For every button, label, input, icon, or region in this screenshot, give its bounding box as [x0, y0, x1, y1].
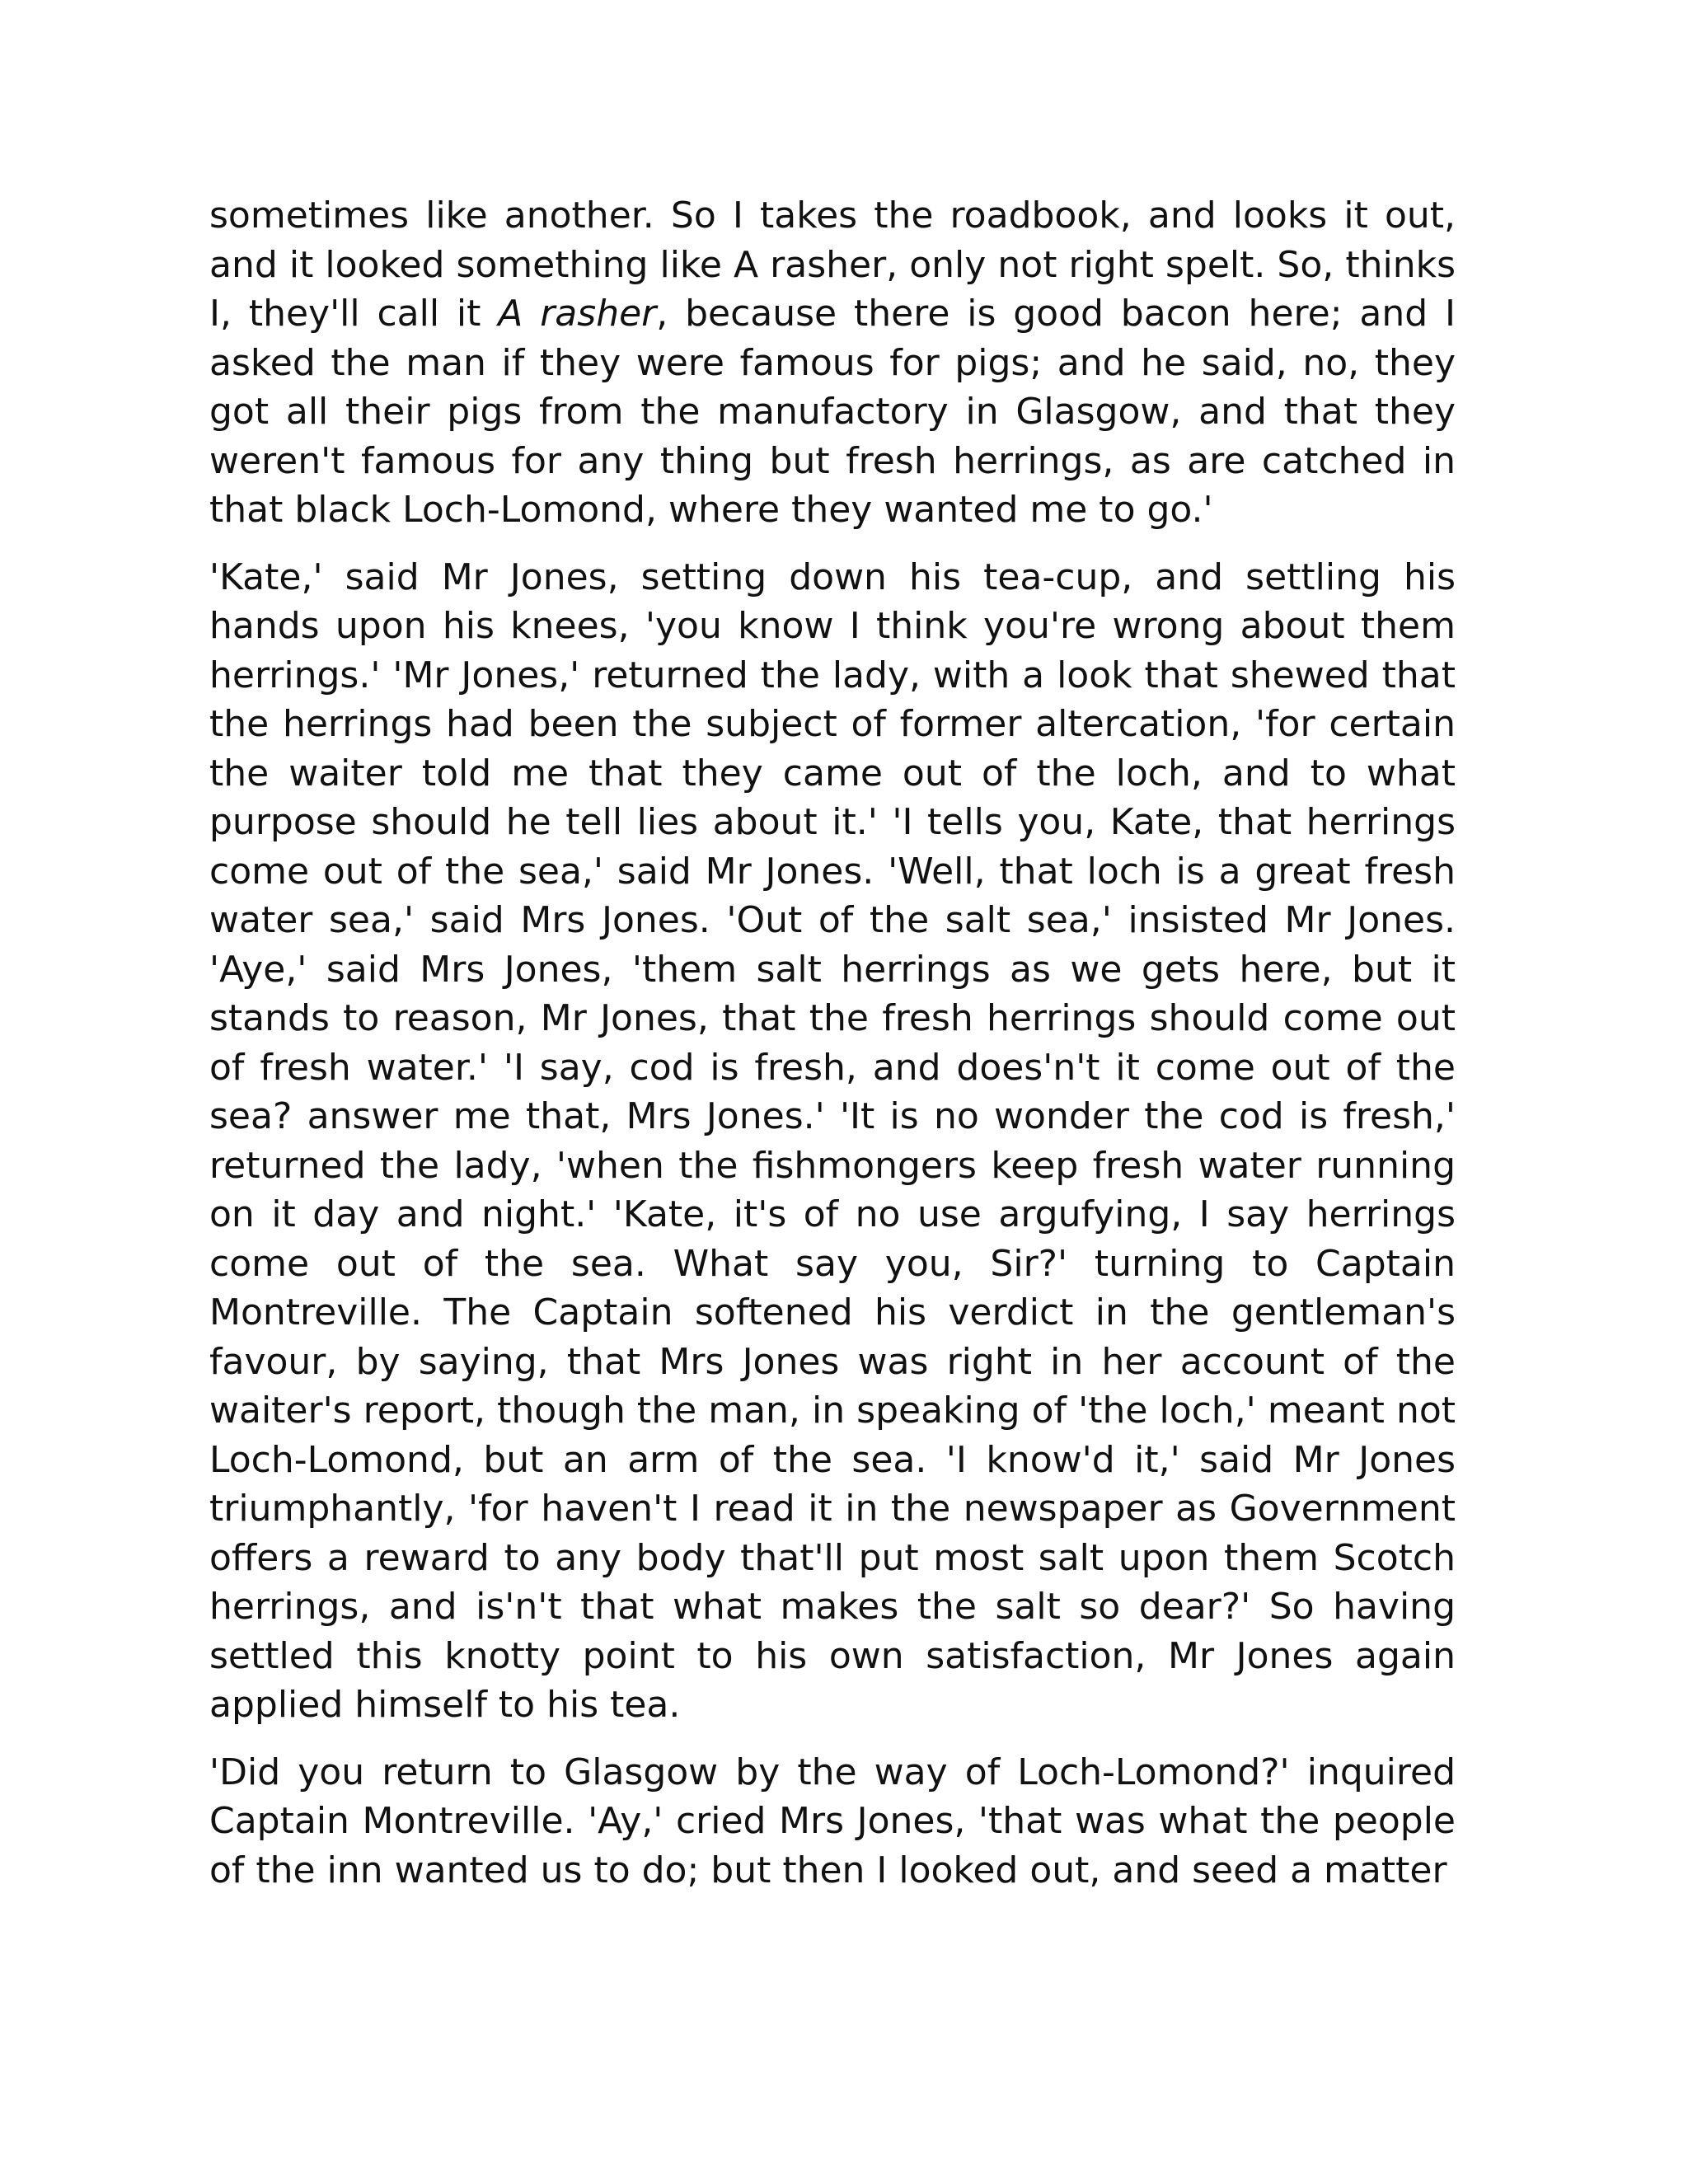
- italic-phrase: A rasher: [498, 293, 657, 335]
- book-page: [209, 191, 1456, 1895]
- paragraph-text: sometimes like another. So I takes the roadbook, and looks it out, and it looked something like A rasher, only not right spelt. So, thinks I, they'll call it: [209, 194, 1456, 335]
- paragraph-rasher: [209, 191, 1456, 535]
- paragraph-herrings: 'Kate,' said Mr Jones, setting down his tea-cup, and settling his hands upon his knees, 'you know I think you're wrong about them herrings.' 'Mr Jones,' returned the lady, with a look that shewed that the herrings had been the subject of former altercation, 'for certain the waiter told me that they came out of the loch, and to what purpose should he tell lies about it.' 'I tells you, Kate, that herrings come out of the sea,' said Mr Jones. 'Well, that loch is a great fresh water sea,' said Mrs Jones. 'Out of the salt sea,' insisted Mr Jones. 'Aye,' said Mrs Jones, 'them salt herrings as we gets here, but it stands to reason, Mr Jones, that the fresh herrings should come out of fresh water.' 'I say, cod is fresh, and does'n't it come out of the sea? answer me that, Mrs Jones.' 'It is no wonder the cod is fresh,' returned the lady, 'when the fishmongers keep fresh water running on it day and night.' 'Kate, it's of no use argufying, I say herrings come out of the sea. What say you, Sir?' turning to Captain Montreville. The Captain softened his verdict in the gentleman's favour, by saying, that Mrs Jones was right in her account of the waiter's report, though the man, in speaking of 'the loch,' meant not Loch-Lomond, but an arm of the sea. 'I know'd it,' said Mr Jones triumphantly, 'for haven't I read it in the newspaper as Government offers a reward to any body that'll put most salt upon them Scotch herrings, and is'n't that what makes the salt so dear?' So having settled this knotty point to his own satisfaction, Mr Jones again applied himself to his tea.: [209, 555, 1456, 1726]
- paragraph-loch-lomond: 'Did you return to Glasgow by the way of Loch-Lomond?' inquired Captain Montreville. 'Ay,' cried Mrs Jones, 'that was what the people of the inn wanted us to do; but then I looked out, and seed a matter: [209, 1750, 1456, 1891]
- paragraph-text: , because there is good bacon here; and I asked the man if they were famous for pigs; and he said, no, they got all their pigs from the manufactory in Glasgow, and that they weren't famous for any thing but fresh herrings, as are catched in that black Loch-Lomond, where they wanted me to go.': [209, 293, 1456, 531]
